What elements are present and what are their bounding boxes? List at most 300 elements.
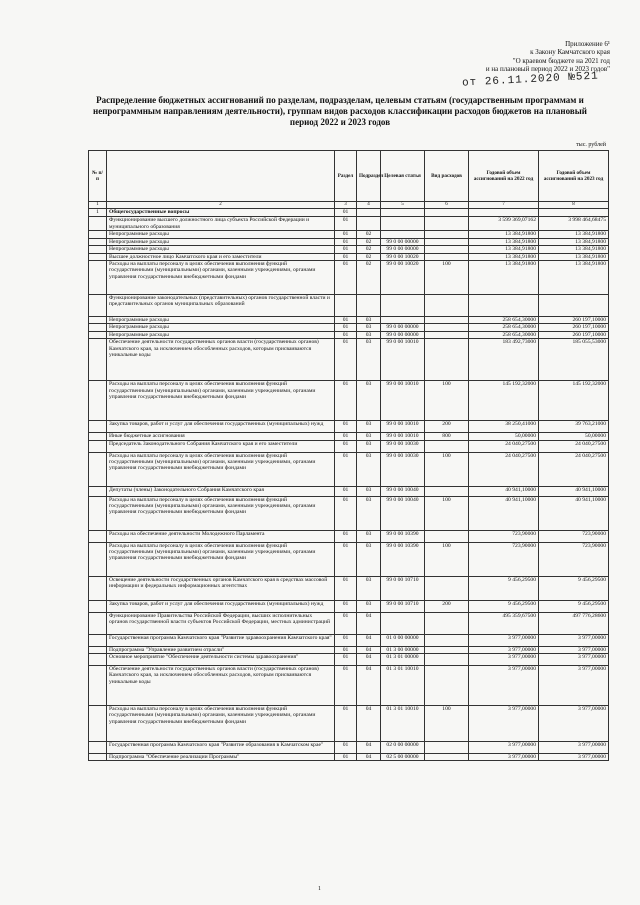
table-row [89, 706, 609, 742]
cell-name: Непрограммные расходы [107, 331, 335, 338]
table-row [89, 261, 609, 295]
cell-n [89, 317, 107, 324]
cell-rz: 01 [335, 600, 357, 612]
cell-name: Подпрограмма "Управление развитием отрасли" [107, 646, 335, 653]
table-row [89, 433, 609, 440]
cell-y23: 3 977,00000 [539, 706, 609, 742]
cell-vr [425, 654, 469, 666]
table-row [89, 381, 609, 421]
cell-cs [381, 295, 425, 317]
cell-rz: 01 [335, 612, 357, 634]
cell-rz: 01 [335, 324, 357, 331]
table-row [89, 253, 609, 260]
cell-rz: 01 [335, 742, 357, 754]
cell-pr: 04 [357, 612, 381, 634]
cell-n [89, 654, 107, 666]
cell-name: Государственная программа Камчатского края "Развитие здравоохранения Камчатского края" [107, 634, 335, 646]
table-row [89, 754, 609, 761]
header-cell: Раздел [335, 151, 357, 202]
cell-n [89, 231, 107, 238]
cell-vr [425, 295, 469, 317]
cell-y23: 13 384,91800 [539, 231, 609, 238]
cell-pr: 02 [357, 238, 381, 245]
cell-pr: 04 [357, 706, 381, 742]
cell-y23: 723,90000 [539, 542, 609, 576]
cell-cs: 99 0 00 10030 [381, 440, 425, 452]
date-number-stamp: от 26.11.2020 №521 [461, 70, 600, 90]
cell-y22: 40 941,10000 [469, 486, 539, 496]
appendix-line: к Закону Камчатского края [530, 48, 610, 57]
cell-name: Расходы на выплаты персоналу в целях обеспечения выполнения функций государственными (муниципальными) органами, казенными учреждениями, органами управления государственными внебюджетными фондами [107, 381, 335, 421]
cell-vr: 100 [425, 452, 469, 486]
cell-rz: 01 [335, 634, 357, 646]
cell-cs [381, 209, 425, 217]
cell-y22: 24 040,27500 [469, 452, 539, 486]
cell-y23: 497 776,28600 [539, 612, 609, 634]
cell-n [89, 646, 107, 653]
appendix-line: Приложение 6¹ [565, 40, 610, 48]
cell-cs: 99 0 00 10010 [381, 433, 425, 440]
cell-n [89, 486, 107, 496]
cell-name: Обеспечение деятельности государственных органов власти (государственных органов) Камчатского края, за исключением обособленных расходов, которым присваиваются уникальные коды [107, 666, 335, 706]
cell-cs: 99 0 00 10020 [381, 253, 425, 260]
cell-y23: 9 456,29500 [539, 576, 609, 600]
cell-y22: 3 599 369,07162 [469, 217, 539, 231]
cell-cs: 99 0 00 10390 [381, 530, 425, 542]
table-row [89, 542, 609, 576]
cell-name: Иные бюджетные ассигнования [107, 433, 335, 440]
cell-rz: 01 [335, 231, 357, 238]
cell-y22: 13 384,91800 [469, 231, 539, 238]
cell-rz: 01 [335, 452, 357, 486]
column-number: 7 [469, 202, 539, 209]
units-label: тыс. рублей [576, 142, 606, 148]
cell-y22: 145 192,32000 [469, 381, 539, 421]
cell-pr [357, 209, 381, 217]
cell-pr: 03 [357, 433, 381, 440]
cell-name: Непрограммные расходы [107, 317, 335, 324]
cell-rz: 01 [335, 654, 357, 666]
cell-y22: 3 977,00000 [469, 654, 539, 666]
table-row [89, 634, 609, 646]
table-row [89, 452, 609, 486]
table-body [89, 209, 609, 761]
cell-y22: 723,90000 [469, 542, 539, 576]
cell-rz: 01 [335, 238, 357, 245]
cell-n [89, 496, 107, 530]
column-number-row [89, 202, 609, 209]
cell-vr [425, 576, 469, 600]
cell-n [89, 324, 107, 331]
cell-rz [335, 295, 357, 317]
cell-cs: 01 3 00 00000 [381, 646, 425, 653]
table-row [89, 600, 609, 612]
table-row [89, 440, 609, 452]
cell-name: Закупка товаров, работ и услуг для обеспечения государственных (муниципальных) нужд [107, 600, 335, 612]
cell-n [89, 331, 107, 338]
cell-vr [425, 231, 469, 238]
cell-cs: 99 0 00 10020 [381, 261, 425, 295]
cell-n [89, 452, 107, 486]
cell-cs: 02 5 00 00000 [381, 754, 425, 761]
cell-y22: 9 456,29500 [469, 600, 539, 612]
cell-y22 [469, 209, 539, 217]
cell-vr [425, 339, 469, 381]
cell-cs: 01 3 01 10010 [381, 666, 425, 706]
cell-y22: 13 384,91800 [469, 253, 539, 260]
cell-y23: 145 192,32000 [539, 381, 609, 421]
header-cell: Целевая статья [381, 151, 425, 202]
cell-vr [425, 612, 469, 634]
cell-pr: 04 [357, 634, 381, 646]
cell-rz: 01 [335, 576, 357, 600]
cell-vr [425, 754, 469, 761]
cell-name: Депутаты (члены) Законодательного Собрания Камчатского края [107, 486, 335, 496]
table-row [89, 231, 609, 238]
cell-cs: 99 0 00 10010 [381, 339, 425, 381]
cell-rz: 01 [335, 542, 357, 576]
cell-n [89, 542, 107, 576]
cell-n [89, 253, 107, 260]
cell-cs [381, 217, 425, 231]
cell-cs: 99 0 00 10040 [381, 486, 425, 496]
cell-n [89, 421, 107, 433]
cell-name: Расходы на выплаты персоналу в целях обеспечения выполнения функций государственными (муниципальными) органами, казенными учреждениями, органами управления государственными внебюджетными фондами [107, 452, 335, 486]
table-row [89, 209, 609, 217]
cell-name: Расходы на выплаты персоналу в целях обеспечения выполнения функций государственными (муниципальными) органами, казенными учреждениями, органами управления государственными внебюджетными фондами [107, 261, 335, 295]
cell-cs: 99 0 00 10710 [381, 576, 425, 600]
cell-y23: 50,00000 [539, 433, 609, 440]
cell-pr: 03 [357, 331, 381, 338]
cell-name: Непрограммные расходы [107, 231, 335, 238]
column-number: 5 [381, 202, 425, 209]
cell-pr: 03 [357, 600, 381, 612]
cell-rz: 01 [335, 317, 357, 324]
cell-y23: 39 763,21000 [539, 421, 609, 433]
table-row [89, 612, 609, 634]
cell-n [89, 433, 107, 440]
cell-cs: 01 3 01 00000 [381, 654, 425, 666]
cell-name: Общегосударственные вопросы [107, 209, 335, 217]
cell-name: Функционирование Правительства Российской Федерации, высших исполнительных органов государственной власти субъектов Российской Федерации, местных администраций [107, 612, 335, 634]
table-row [89, 238, 609, 245]
cell-rz: 01 [335, 754, 357, 761]
header-cell: Подраздел [357, 151, 381, 202]
cell-y23: 3 977,00000 [539, 666, 609, 706]
cell-rz: 01 [335, 253, 357, 260]
cell-cs: 99 0 00 00000 [381, 238, 425, 245]
table-row [89, 421, 609, 433]
appendix-note [380, 40, 610, 73]
column-number: 8 [539, 202, 609, 209]
cell-pr: 03 [357, 576, 381, 600]
cell-name: Расходы на выплаты персоналу в целях обеспечения выполнения функций государственными (муниципальными) органами, казенными учреждениями, органами управления государственными внебюджетными фондами [107, 496, 335, 530]
cell-cs: 99 0 00 10010 [381, 381, 425, 421]
cell-rz: 01 [335, 440, 357, 452]
cell-name: Освещение деятельности государственных органов Камчатского края в средствах массовой информации и федеральных информационных агентствах [107, 576, 335, 600]
cell-n [89, 238, 107, 245]
cell-name: Государственная программа Камчатского края "Развитие образования в Камчатском крае" [107, 742, 335, 754]
cell-pr: 03 [357, 421, 381, 433]
cell-n [89, 666, 107, 706]
cell-y22: 3 977,00000 [469, 706, 539, 742]
table-row [89, 324, 609, 331]
cell-name: Расходы на обеспечение деятельности Молодежного Парламента [107, 530, 335, 542]
cell-y23: 9 456,29500 [539, 600, 609, 612]
cell-n [89, 381, 107, 421]
cell-n: 1 [89, 209, 107, 217]
cell-cs: 99 0 00 10040 [381, 496, 425, 530]
cell-rz: 01 [335, 217, 357, 231]
cell-cs: 99 0 00 10710 [381, 600, 425, 612]
cell-cs [381, 317, 425, 324]
cell-n [89, 600, 107, 612]
column-number: 2 [107, 202, 335, 209]
cell-cs: 02 0 00 00000 [381, 742, 425, 754]
cell-rz: 01 [335, 433, 357, 440]
cell-n [89, 706, 107, 742]
cell-y22: 38 250,41000 [469, 421, 539, 433]
cell-pr: 03 [357, 339, 381, 381]
cell-y23: 723,90000 [539, 530, 609, 542]
cell-vr: 100 [425, 542, 469, 576]
cell-pr: 03 [357, 530, 381, 542]
table-row [89, 339, 609, 381]
cell-pr: 04 [357, 646, 381, 653]
cell-n [89, 612, 107, 634]
cell-rz: 01 [335, 486, 357, 496]
cell-cs: 99 0 00 00000 [381, 331, 425, 338]
cell-pr [357, 217, 381, 231]
cell-vr [425, 217, 469, 231]
header-cell: Годовой объем ассигнований на 2023 год [539, 151, 609, 202]
cell-vr [425, 253, 469, 260]
cell-n [89, 530, 107, 542]
cell-y22: 258 654,30000 [469, 331, 539, 338]
cell-y22: 13 384,91800 [469, 261, 539, 295]
cell-y23: 185 055,53000 [539, 339, 609, 381]
cell-y23: 3 977,00000 [539, 634, 609, 646]
cell-pr: 03 [357, 440, 381, 452]
cell-pr: 02 [357, 261, 381, 295]
cell-vr [425, 666, 469, 706]
cell-y23: 40 941,10000 [539, 486, 609, 496]
page-number: 1 [318, 886, 321, 892]
cell-name: Непрограммные расходы [107, 238, 335, 245]
cell-cs: 01 3 01 10010 [381, 706, 425, 742]
table-row [89, 576, 609, 600]
cell-vr: 100 [425, 706, 469, 742]
cell-y23: 3 977,00000 [539, 742, 609, 754]
cell-cs [381, 612, 425, 634]
cell-y23: 3 998 464,68475 [539, 217, 609, 231]
table-row [89, 530, 609, 542]
cell-pr: 03 [357, 317, 381, 324]
cell-name: Подпрограмма "Обеспечение реализации Программы" [107, 754, 335, 761]
column-number: 1 [89, 202, 107, 209]
cell-vr [425, 331, 469, 338]
cell-vr: 100 [425, 381, 469, 421]
cell-vr [425, 238, 469, 245]
cell-cs: 99 0 00 10010 [381, 421, 425, 433]
cell-n [89, 754, 107, 761]
cell-pr: 02 [357, 246, 381, 253]
cell-rz: 01 [335, 261, 357, 295]
cell-n [89, 261, 107, 295]
cell-pr: 02 [357, 231, 381, 238]
cell-cs: 99 0 00 10030 [381, 452, 425, 486]
cell-vr: 100 [425, 496, 469, 530]
header-cell: Вид расходов [425, 151, 469, 202]
cell-vr [425, 209, 469, 217]
cell-rz: 01 [335, 331, 357, 338]
cell-y22: 3 977,00000 [469, 754, 539, 761]
cell-name: Расходы на выплаты персоналу в целях обеспечения выполнения функций государственными (муниципальными) органами, казенными учреждениями, органами управления государственными внебюджетными фондами [107, 706, 335, 742]
cell-rz: 01 [335, 496, 357, 530]
cell-name: Расходы на выплаты персоналу в целях обеспечения выполнения функций государственными (муниципальными) органами, казенными учреждениями, органами управления государственными внебюджетными фондами [107, 542, 335, 576]
cell-y22: 258 654,30000 [469, 324, 539, 331]
cell-rz: 01 [335, 706, 357, 742]
cell-vr [425, 742, 469, 754]
cell-cs: 99 0 00 00000 [381, 246, 425, 253]
cell-y23: 40 941,10000 [539, 496, 609, 530]
table-row [89, 666, 609, 706]
cell-cs: 99 0 00 00000 [381, 324, 425, 331]
cell-y22: 50,00000 [469, 433, 539, 440]
cell-vr [425, 317, 469, 324]
cell-name: Непрограммные расходы [107, 324, 335, 331]
cell-y23: 3 977,00000 [539, 754, 609, 761]
cell-rz: 01 [335, 246, 357, 253]
table-row [89, 217, 609, 231]
cell-y22: 3 977,00000 [469, 742, 539, 754]
cell-rz: 01 [335, 666, 357, 706]
cell-y22: 723,90000 [469, 530, 539, 542]
cell-rz: 01 [335, 530, 357, 542]
cell-y22: 9 456,29500 [469, 576, 539, 600]
cell-y23: 24 040,27500 [539, 440, 609, 452]
cell-pr: 02 [357, 253, 381, 260]
cell-cs: 99 0 00 10390 [381, 542, 425, 576]
cell-y23 [539, 295, 609, 317]
cell-name: Функционирование законодательных (представительных) органов государственной власти и представительных органов муниципальных образований [107, 295, 335, 317]
cell-vr [425, 440, 469, 452]
cell-vr [425, 634, 469, 646]
cell-pr [357, 295, 381, 317]
cell-y22: 183 492,73000 [469, 339, 539, 381]
cell-y23: 3 977,00000 [539, 646, 609, 653]
cell-name: Функционирование высшего должностного лица субъекта Российской Федерации и муниципального образования [107, 217, 335, 231]
cell-pr: 04 [357, 666, 381, 706]
cell-y22: 258 654,30000 [469, 317, 539, 324]
cell-y22: 24 040,27500 [469, 440, 539, 452]
cell-pr: 04 [357, 742, 381, 754]
cell-pr: 03 [357, 452, 381, 486]
cell-cs: 01 0 00 00000 [381, 634, 425, 646]
cell-n [89, 246, 107, 253]
cell-cs [381, 231, 425, 238]
table-row [89, 331, 609, 338]
cell-vr [425, 324, 469, 331]
cell-pr: 03 [357, 542, 381, 576]
cell-y22: 495 359,67500 [469, 612, 539, 634]
cell-pr: 03 [357, 381, 381, 421]
cell-name: Обеспечение деятельности государственных органов власти (государственных органов) Камчатского края, за исключением обособленных расходов, которым присваиваются уникальные коды [107, 339, 335, 381]
cell-y23: 13 384,91800 [539, 246, 609, 253]
document-title: Распределение бюджетных ассигнований по разделам, подразделам, целевым статьям (государственным программам и непрограммным направлениям деятельности), группам видов расходов классификации расходов бюджетов на плановый период 2022 и 2023 годов [93, 95, 587, 127]
column-number: 4 [357, 202, 381, 209]
cell-y22 [469, 295, 539, 317]
table-row [89, 295, 609, 317]
table-row [89, 246, 609, 253]
cell-vr [425, 646, 469, 653]
appendix-line: и на плановый период 2022 и 2023 годов" [485, 64, 610, 73]
header-cell: Годовой объем ассигнований на 2022 год [469, 151, 539, 202]
cell-pr: 04 [357, 754, 381, 761]
cell-n [89, 634, 107, 646]
cell-y23: 260 197,10000 [539, 331, 609, 338]
cell-name: Основное мероприятие "Обеспечение деятельности системы здравоохранения" [107, 654, 335, 666]
cell-y23 [539, 209, 609, 217]
cell-y22: 3 977,00000 [469, 634, 539, 646]
cell-y22: 40 941,10000 [469, 496, 539, 530]
cell-rz: 01 [335, 421, 357, 433]
cell-pr: 03 [357, 324, 381, 331]
cell-y23: 13 384,91800 [539, 253, 609, 260]
cell-y23: 260 197,10000 [539, 324, 609, 331]
cell-y23: 3 977,00000 [539, 654, 609, 666]
table-row [89, 742, 609, 754]
cell-y22: 13 384,91800 [469, 238, 539, 245]
table-row [89, 317, 609, 324]
cell-y22: 3 977,00000 [469, 666, 539, 706]
cell-pr: 03 [357, 496, 381, 530]
table-row [89, 654, 609, 666]
cell-vr: 800 [425, 433, 469, 440]
cell-vr: 100 [425, 261, 469, 295]
cell-n [89, 440, 107, 452]
cell-vr: 200 [425, 421, 469, 433]
cell-y22: 3 977,00000 [469, 646, 539, 653]
cell-rz: 01 [335, 209, 357, 217]
cell-y22: 13 384,91800 [469, 246, 539, 253]
cell-n [89, 576, 107, 600]
header-cell [107, 151, 335, 202]
cell-rz: 01 [335, 339, 357, 381]
cell-n [89, 339, 107, 381]
table-row [89, 496, 609, 530]
table-header-row [89, 151, 609, 202]
cell-vr: 200 [425, 600, 469, 612]
appendix-line: "О краевом бюджете на 2021 год [512, 56, 610, 65]
cell-n [89, 742, 107, 754]
table-row [89, 486, 609, 496]
cell-name: Непрограммные расходы [107, 246, 335, 253]
header-cell: № п/п [89, 151, 107, 202]
cell-n [89, 217, 107, 231]
cell-vr [425, 530, 469, 542]
table-row [89, 646, 609, 653]
cell-rz: 01 [335, 381, 357, 421]
cell-name: Высшее должностное лицо Камчатского края и его заместители [107, 253, 335, 260]
cell-vr [425, 246, 469, 253]
column-number: 3 [335, 202, 357, 209]
budget-table [88, 150, 609, 761]
cell-pr: 03 [357, 486, 381, 496]
cell-name: Председатель Законодательного Собрания Камчатского края и его заместители [107, 440, 335, 452]
cell-rz: 01 [335, 646, 357, 653]
cell-y23: 13 384,91800 [539, 261, 609, 295]
